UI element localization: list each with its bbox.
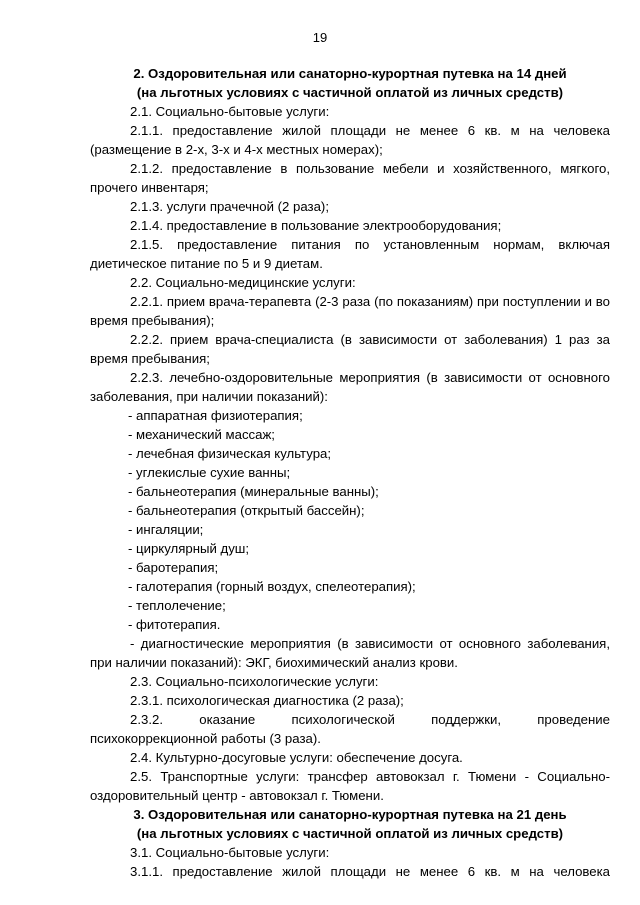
procedure-list-item: - фитотерапия.: [128, 617, 221, 632]
procedure-list-item: - механический массаж;: [128, 427, 275, 442]
procedure-list-item: - циркулярный душ;: [128, 541, 250, 556]
paragraph: 2.1. Социально-бытовые услуги:: [130, 104, 330, 119]
paragraph: 3.1.1. предоставление жилой площади не менее 6 кв. м на человека: [130, 864, 610, 879]
procedure-list-item: - аппаратная физиотерапия;: [128, 408, 303, 423]
paragraph: 2.4. Культурно-досуговые услуги: обеспечение досуга.: [130, 750, 463, 765]
paragraph: 2.3.2. оказание психологической поддержки, проведение психокоррекционной работы (3 раза).: [90, 712, 610, 746]
procedure-list-item: - бальнеотерапия (открытый бассейн);: [128, 503, 365, 518]
paragraph: 2.1.3. услуги прачечной (2 раза);: [130, 199, 329, 214]
paragraph: 2.5. Транспортные услуги: трансфер автовокзал г. Тюмени - Социально-оздоровительный центр - автовокзал г. Тюмени.: [90, 769, 610, 803]
section-heading-line: (на льготных условиях с частичной оплатой из личных средств): [136, 826, 564, 841]
procedure-list-item: - баротерапия;: [128, 560, 219, 575]
paragraph: 2.2. Социально-медицинские услуги:: [130, 275, 356, 290]
procedure-list-item: - теплолечение;: [128, 598, 226, 613]
paragraph: 2.1.1. предоставление жилой площади не менее 6 кв. м на человека (размещение в 2-х, 3-х и 4-х местных номерах);: [90, 123, 610, 157]
section-3-heading: [90, 805, 610, 843]
paragraph: 2.2.3. лечебно-оздоровительные мероприятия (в зависимости от основного заболевания, при наличии показаний):: [90, 370, 610, 404]
section-heading-line: 3. Оздоровительная или санаторно-курортная путевка на 21 день: [133, 807, 567, 822]
procedure-list-item: - лечебная физическая культура;: [128, 446, 332, 461]
procedure-list-item: - ингаляции;: [128, 522, 204, 537]
section-heading-line: 2. Оздоровительная или санаторно-курортная путевка на 14 дней: [133, 66, 567, 81]
procedure-list-item: - углекислые сухие ванны;: [128, 465, 291, 480]
procedure-list-item: - галотерапия (горный воздух, спелеотерапия);: [128, 579, 416, 594]
document-body: [90, 64, 610, 881]
paragraph: 3.1. Социально-бытовые услуги:: [130, 845, 330, 860]
paragraph: 2.2.2. прием врача-специалиста (в зависимости от заболевания) 1 раз за время пребывания;: [90, 332, 610, 366]
paragraph: 2.1.4. предоставление в пользование электрооборудования;: [130, 218, 502, 233]
page-number: 19: [312, 30, 328, 45]
section-2-heading: [90, 64, 610, 102]
procedure-list-item: - бальнеотерапия (минеральные ванны);: [128, 484, 379, 499]
section-heading-line: (на льготных условиях с частичной оплатой из личных средств): [136, 85, 564, 100]
paragraph: 2.1.5. предоставление питания по установленным нормам, включая диетическое питание по 5 и 9 диетам.: [90, 237, 610, 271]
paragraph: 2.1.2. предоставление в пользование мебели и хозяйственного, мягкого, прочего инвентаря;: [90, 161, 610, 195]
paragraph: 2.2.1. прием врача-терапевта (2-3 раза (по показаниям) при поступлении и во время пребывания);: [90, 294, 610, 328]
paragraph: - диагностические мероприятия (в зависимости от основного заболевания, при наличии показаний): ЭКГ, биохимический анализ крови.: [90, 636, 610, 670]
paragraph: 2.3. Социально-психологические услуги:: [130, 674, 379, 689]
paragraph: 2.3.1. психологическая диагностика (2 раза);: [130, 693, 404, 708]
